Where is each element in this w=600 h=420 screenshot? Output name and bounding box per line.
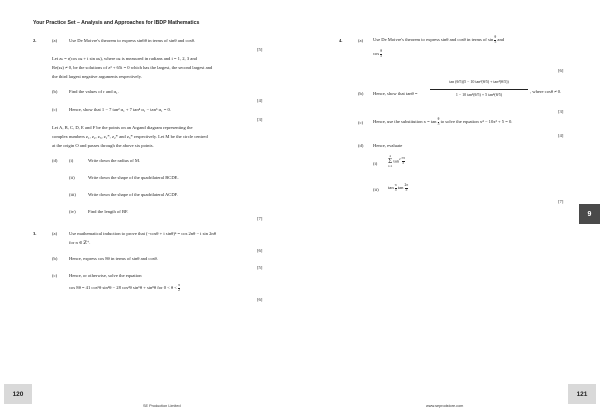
q4b-mark: [3] <box>558 109 564 114</box>
q2a-text: Use De Moivre's theorem to express sin6θ in terms of sinθ and cosθ. <box>69 38 195 43</box>
q4b-text-end: , where cosθ ≠ 0. <box>530 89 562 94</box>
q4c-text: Hence, use the substitution x = tan $\frac{\theta}{5}$ to solve the equation x⁴ − 10x² + 5 = 0. <box>373 117 513 126</box>
q3b-label: (b) <box>52 256 58 261</box>
q2d-mark: [7] <box>257 216 263 221</box>
q2-let-line2: Re(zₖ) ≠ 0, be the solutions of z³ + 65i = 0 which has the largest, the second largest and <box>52 65 213 70</box>
q4a-text-line2: cos $\frac{\theta}{5}$ <box>373 49 383 58</box>
q2d-label: (d) <box>52 158 58 163</box>
q2-para-line1: Let A, B, C, D, E and F be the points on an Argand diagram representing the <box>52 125 193 130</box>
q4b-denominator: 1 − 10 tan²(θ/5) + 5 tan⁴(θ/5) <box>455 92 503 97</box>
q3b-text: Hence, express cos 8θ in terms of sinθ and cosθ. <box>69 256 158 261</box>
q2b-text: Find the values of r and α₁. <box>69 89 119 94</box>
q4di-label: (i) <box>373 161 378 166</box>
q2dii-text: Write down the shape of the quadrilateral BCDE. <box>88 175 179 180</box>
q4b-text-start: Hence, show that tanθ = <box>373 91 418 96</box>
chapter-tab: 9 <box>579 204 600 224</box>
q2b-label: (b) <box>52 89 58 94</box>
q3a-mark: [6] <box>257 248 263 253</box>
q4c-label: (c) <box>358 120 364 125</box>
q2c-label: (c) <box>52 107 58 112</box>
q4a-label: (a) <box>358 38 364 43</box>
q2dii-label: (ii) <box>69 175 75 180</box>
q2c-text: Hence, show that 1 − 7 tan² α₁ + 7 tan⁴ α₁ − tan⁶ α₁ = 0. <box>69 107 171 112</box>
q4dii-expression: tan $\frac{\pi}{5}$ tan $\frac{2\pi}{5}$ <box>388 183 409 192</box>
q2b-mark: [4] <box>257 98 263 103</box>
q3c-text: Hence, or otherwise, solve the equation <box>69 273 142 278</box>
q4a-mark: [6] <box>558 68 564 73</box>
q2div-label: (iv) <box>69 209 76 214</box>
q3c-mark: [6] <box>257 297 263 302</box>
q2-let-line3: the third largest negative arguments respectively. <box>52 74 142 79</box>
q2-number: 2. <box>33 38 37 43</box>
q3a-text: Use mathematical induction to prove that (−cosθ + i sinθ)ⁿ = cos 2nθ − i sin 2nθ <box>69 231 216 236</box>
q4d-mark: [7] <box>558 199 564 204</box>
q2diii-text: Write down the shape of the quadrilateral ACDF. <box>88 192 179 197</box>
q4c-mark: [4] <box>558 133 564 138</box>
q4d-label: (d) <box>358 143 364 148</box>
q4b-fraction-bar <box>430 89 528 90</box>
q3c-label: (c) <box>52 273 58 278</box>
q2-let-line1: Let zₖ = r(cos αₖ + i sin αₖ), where αₖ is measured in radians and i = 1, 2, 3 and <box>52 56 197 61</box>
q2a-mark: [5] <box>257 47 263 52</box>
page-header-title: Your Practice Set – Analysis and Approaches for IBDP Mathematics <box>33 20 200 26</box>
q4di-expression: 4 Σ r=1 $\tan^2$ $\frac{r\pi}{5}$ <box>388 154 405 168</box>
q2-para-line2: complex numbers z₁, z₂, z₃, z₁*, z₂* and z₃* respectively. Let M be the circle centred <box>52 134 208 139</box>
footer-publisher: SE Production Limited <box>143 404 181 408</box>
page-number-right: 121 <box>568 384 596 404</box>
page-number-left: 120 <box>4 384 32 404</box>
q4-number: 4. <box>339 38 343 43</box>
q4b-label: (b) <box>358 91 364 96</box>
q2c-mark: [3] <box>257 117 263 122</box>
q3c-equation: cos 8θ = 41 cos⁶θ sin²θ − 28 cos²θ sin⁶θ + sin⁸θ for 0 < θ < $\frac{\pi}{2}$ <box>69 283 180 292</box>
footer-website: www.seprodstore.com <box>426 404 464 408</box>
q3a-label: (a) <box>52 231 58 236</box>
q2diii-label: (iii) <box>69 192 76 197</box>
q2di-text: Write down the radius of M. <box>88 158 141 163</box>
q4dii-label: (ii) <box>373 187 379 192</box>
q4a-text: Use De Moivre's theorem to express sinθ and cosθ in terms of sin $\frac{\theta}{5}$ and <box>373 35 505 44</box>
q2a-label: (a) <box>52 38 58 43</box>
q3c-pi-over-2: $\frac{\pi}{2}$ <box>178 283 180 292</box>
q3-number: 3. <box>33 231 37 236</box>
q4d-text: Hence, evaluate <box>373 143 403 148</box>
q4b-numerator: tan (θ/5)(5 − 10 tan²(θ/5) + tan⁴(θ/5)) <box>449 79 509 84</box>
q3a-text-line2: for n ∈ ℤ⁺. <box>69 240 91 245</box>
q2-para-line3: at the origin O and passes through the above six points. <box>52 143 154 148</box>
q3b-mark: [5] <box>257 265 263 270</box>
q2div-text: Find the length of BF. <box>88 209 129 214</box>
q2di-label: (i) <box>69 158 74 163</box>
